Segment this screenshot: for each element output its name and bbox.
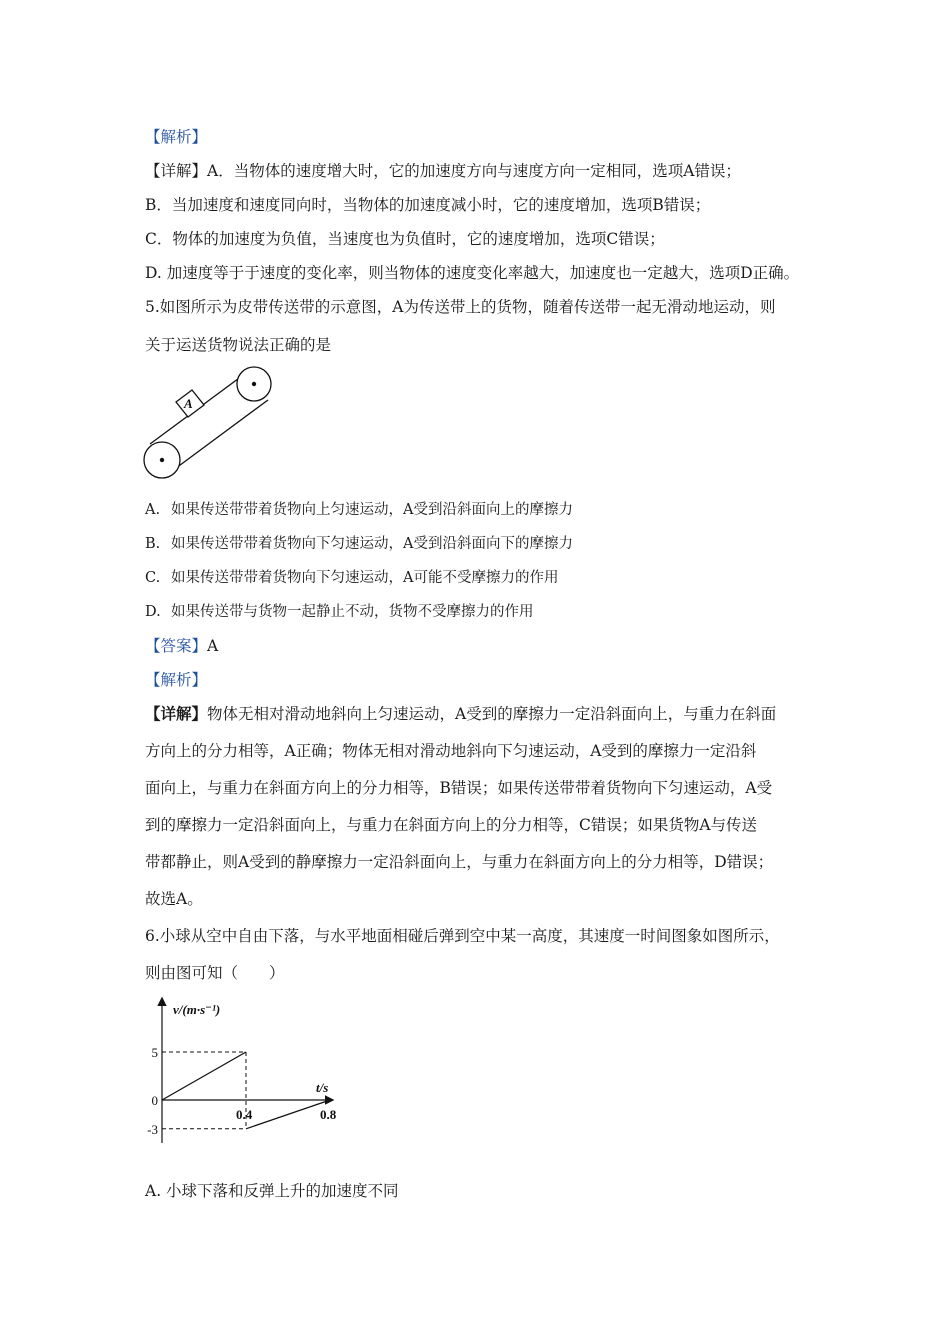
detail-text: A．当物体的速度增大时，它的加速度方向与速度方向一定相同，选项A错误； <box>207 162 741 180</box>
answer-tag: 【答案】 <box>145 637 208 655</box>
q5-detail-line-1 <box>145 704 776 724</box>
upper-pulley-axle <box>252 382 256 386</box>
q5-option-a <box>145 500 573 520</box>
q5-answer-line <box>145 636 218 656</box>
y-tick-label: -3 <box>147 1121 158 1137</box>
q5-detail-line-5: 带都静止，则A受到的静摩擦力一定沿斜面向上，与重力在斜面方向上的分力相等，D错误； <box>145 853 774 871</box>
detail-tag: 【详解】 <box>145 162 208 180</box>
q5-detail-line-2: 方向上的分力相等，A正确；物体无相对滑动地斜向下匀速运动，A受到的摩擦力一定沿斜 <box>145 742 757 760</box>
detail-tag: 【详解】 <box>145 704 208 723</box>
q5-option-c <box>145 568 558 588</box>
y-axis-label: v/(m·s⁻¹) <box>173 1002 221 1017</box>
option-text: 如果传送带带着货物向下匀速运动，A受到沿斜面向下的摩擦力 <box>171 536 573 552</box>
velocity-time-chart <box>140 993 340 1153</box>
option-letter: D. <box>145 604 161 620</box>
option-text: 如果传送带带着货物向下匀速运动，A可能不受摩擦力的作用 <box>171 570 559 586</box>
x-tick-label: 0.4 <box>236 1107 253 1122</box>
q5-option-b <box>145 534 573 554</box>
cargo-label: A <box>184 396 193 411</box>
y-tick-label: 5 <box>151 1045 158 1060</box>
q5-detail-line-4: 到的摩擦力一定沿斜面向上，与重力在斜面方向上的分力相等，C错误；如果货物A与传送 <box>145 816 758 834</box>
series-line-2 <box>246 1100 330 1129</box>
x-axis-label: t/s <box>316 1080 329 1095</box>
q6-option-a: A. 小球下落和反弹上升的加速度不同 <box>145 1182 399 1200</box>
option-text: 如果传送带与货物一起静止不动，货物不受摩擦力的作用 <box>171 604 534 620</box>
option-text: 如果传送带带着货物向上匀速运动，A受到沿斜面向上的摩擦力 <box>171 502 573 518</box>
detail-line-d: D. 加速度等于于速度的变化率，则当物体的速度变化率越大，加速度也一定越大，选项D正确。 <box>145 264 800 282</box>
q5-detail-line-3: 面向上，与重力在斜面方向上的分力相等，B错误；如果传送带带着货物向下匀速运动，A受 <box>145 779 773 797</box>
conveyor-belt-figure <box>140 362 280 484</box>
detail-text: 物体无相对滑动地斜向上匀速运动，A受到的摩擦力一定沿斜面向上，与重力在斜面 <box>207 705 777 723</box>
detail-line-b: B．当加速度和速度同向时，当物体的加速度减小时，它的速度增加，选项B错误； <box>145 196 711 214</box>
q6-stem-line-2: 则由图可知（ ） <box>145 964 285 982</box>
lower-pulley-axle <box>160 458 164 462</box>
option-letter: A. <box>145 502 161 518</box>
jiexi-tag: 【解析】 <box>145 128 208 146</box>
y-tick-label: 0 <box>151 1093 158 1108</box>
detail-line-c: C．物体的加速度为负值，当速度也为负值时，它的速度增加，选项C错误； <box>145 230 665 248</box>
q6-stem-line-1: 6.小球从空中自由下落，与水平地面相碰后弹到空中某一高度，其速度一时间图象如图所示， <box>145 927 780 945</box>
q5-option-d <box>145 602 534 622</box>
q5-stem-line-2: 关于运送货物说法正确的是 <box>145 336 332 354</box>
x-tick-label: 0.8 <box>320 1107 337 1122</box>
detail-line <box>145 161 741 181</box>
q5-stem-line-1: 5.如图所示为皮带传送带的示意图，A为传送带上的货物，随着传送带一起无滑动地运动，则 <box>145 298 776 316</box>
series-line-1 <box>162 1052 246 1100</box>
q5-detail-line-6: 故选A。 <box>145 890 203 908</box>
option-letter: B. <box>145 536 161 552</box>
option-letter: C. <box>145 570 161 586</box>
q5-jiexi-tag: 【解析】 <box>145 671 208 689</box>
answer-value: A <box>207 637 219 655</box>
